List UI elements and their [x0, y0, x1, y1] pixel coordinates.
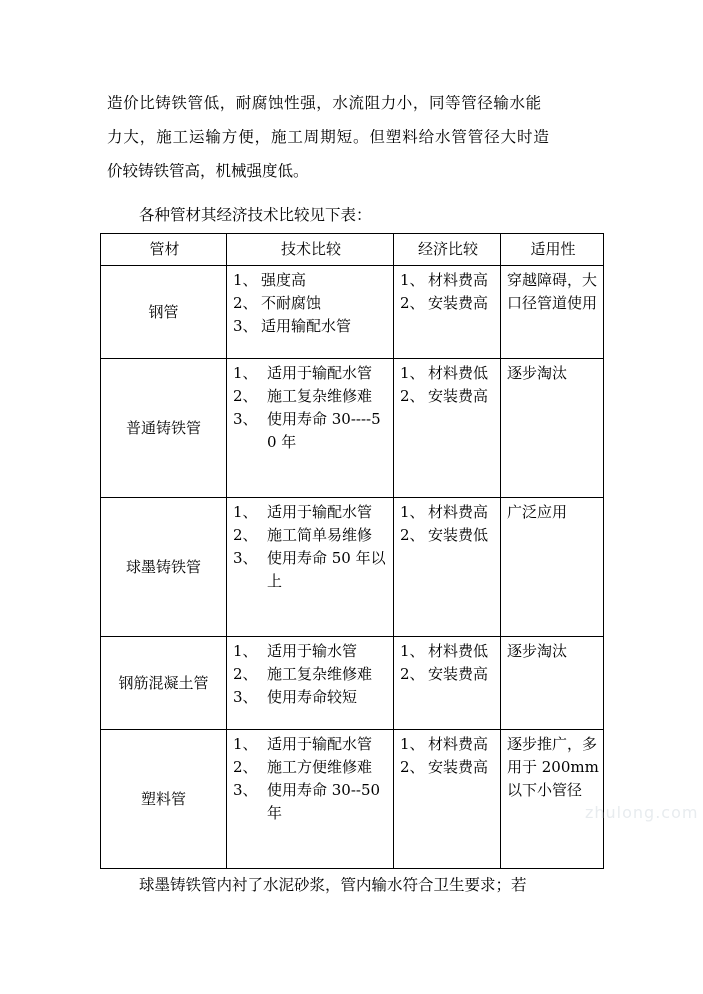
item-text: 安装费高	[428, 294, 489, 312]
item-number: 3、	[233, 688, 258, 706]
item-text: 适用于输水管	[267, 642, 358, 660]
item-text: 施工方便维修难	[267, 758, 373, 776]
usage-cell	[501, 498, 604, 637]
item-text: 安装费高	[428, 758, 489, 776]
usage-text: 广泛应用	[507, 503, 568, 521]
closing-line: 球墨铸铁管内衬了水泥砂浆，管内输水符合卫生要求；若	[139, 876, 527, 894]
item-text: 适用于输配水管	[267, 364, 373, 382]
econ-item	[400, 501, 496, 524]
item-number: 1、	[233, 271, 258, 289]
item-text: 施工复杂维修难	[267, 387, 373, 405]
header-econ: 经济比较	[394, 234, 501, 266]
econ-item	[400, 524, 496, 547]
econ-cell	[394, 266, 501, 359]
material-cell: 钢管	[101, 266, 227, 359]
material-cell: 钢筋混凝土管	[101, 637, 227, 730]
item-text: 使用寿命 30----50 年	[267, 410, 381, 451]
item-number: 1、	[400, 271, 425, 289]
tech-item	[233, 292, 389, 315]
tech-item	[233, 779, 389, 825]
usage-cell	[501, 637, 604, 730]
item-text: 材料费低	[428, 642, 489, 660]
tech-item	[233, 501, 389, 524]
tech-cell	[227, 498, 394, 637]
table-caption-paragraph	[107, 198, 607, 232]
tech-item	[233, 524, 389, 547]
item-text: 不耐腐蚀	[261, 294, 322, 312]
item-text: 材料费低	[428, 364, 489, 382]
item-text: 适用于输配水管	[267, 503, 373, 521]
item-text: 施工复杂维修难	[267, 665, 373, 683]
item-number: 3、	[233, 781, 258, 799]
item-text: 安装费低	[428, 526, 489, 544]
intro-line: 价较铸铁管高，机械强度低。	[107, 162, 309, 180]
econ-cell	[394, 637, 501, 730]
item-number: 1、	[233, 503, 258, 521]
intro-line: 力大，施工运输方便，施工周期短。但塑料给水管管径大时造	[107, 128, 550, 146]
tech-cell	[227, 266, 394, 359]
header-tech: 技术比较	[227, 234, 394, 266]
item-text: 材料费高	[428, 271, 489, 289]
intro-paragraph	[107, 86, 607, 188]
econ-cell	[394, 359, 501, 498]
table-row	[101, 730, 604, 869]
tech-item	[233, 640, 389, 663]
tech-item	[233, 315, 389, 338]
tech-item	[233, 756, 389, 779]
item-number: 2、	[233, 665, 258, 683]
item-text: 使用寿命 30--50 年	[267, 781, 381, 822]
item-text: 适用于输配水管	[267, 735, 373, 753]
usage-cell	[501, 730, 604, 869]
item-text: 材料费高	[428, 735, 489, 753]
item-number: 2、	[233, 387, 258, 405]
tech-cell	[227, 359, 394, 498]
tech-cell	[227, 637, 394, 730]
econ-item	[400, 733, 496, 756]
item-number: 3、	[233, 549, 258, 567]
table-caption: 各种管材其经济技术比较见下表：	[139, 206, 372, 224]
econ-item	[400, 292, 496, 315]
table-row	[101, 266, 604, 359]
item-number: 1、	[400, 735, 425, 753]
tech-item	[233, 269, 389, 292]
item-number: 1、	[233, 364, 258, 382]
item-number: 1、	[400, 642, 425, 660]
item-number: 2、	[400, 758, 425, 776]
material-cell: 塑料管	[101, 730, 227, 869]
material-cell: 普通铸铁管	[101, 359, 227, 498]
tech-item	[233, 547, 389, 593]
usage-text: 逐步推广，多用于 200mm 以下小管径	[507, 735, 599, 799]
item-text: 使用寿命 50 年以上	[267, 549, 386, 590]
item-number: 2、	[400, 387, 425, 405]
pipe-comparison-table	[100, 233, 604, 869]
item-number: 1、	[400, 364, 425, 382]
econ-item	[400, 663, 496, 686]
item-number: 3、	[233, 317, 258, 335]
watermark: zhulong.com	[585, 803, 699, 822]
econ-cell	[394, 498, 501, 637]
table-row	[101, 498, 604, 637]
item-number: 2、	[400, 665, 425, 683]
usage-text: 穿越障碍，大口径管道使用	[507, 271, 598, 312]
econ-item	[400, 362, 496, 385]
tech-item	[233, 663, 389, 686]
table-header-row	[101, 234, 604, 266]
item-number: 1、	[233, 642, 258, 660]
tech-item	[233, 385, 389, 408]
closing-paragraph	[107, 868, 607, 902]
usage-cell	[501, 266, 604, 359]
item-number: 2、	[233, 294, 258, 312]
econ-item	[400, 269, 496, 292]
item-number: 2、	[400, 294, 425, 312]
econ-cell	[394, 730, 501, 869]
item-text: 安装费高	[428, 665, 489, 683]
econ-item	[400, 640, 496, 663]
item-number: 1、	[233, 735, 258, 753]
econ-item	[400, 385, 496, 408]
item-number: 2、	[233, 758, 258, 776]
intro-line: 造价比铸铁管低，耐腐蚀性强，水流阻力小，同等管径输水能	[107, 94, 542, 112]
item-text: 材料费高	[428, 503, 489, 521]
item-text: 强度高	[261, 271, 307, 289]
item-text: 使用寿命较短	[267, 688, 358, 706]
header-material: 管材	[101, 234, 227, 266]
tech-item	[233, 362, 389, 385]
usage-text: 逐步淘汰	[507, 642, 568, 660]
item-number: 2、	[233, 526, 258, 544]
tech-item	[233, 686, 389, 709]
usage-cell	[501, 359, 604, 498]
header-usage: 适用性	[501, 234, 604, 266]
tech-cell	[227, 730, 394, 869]
tech-item	[233, 408, 389, 454]
material-cell: 球墨铸铁管	[101, 498, 227, 637]
econ-item	[400, 756, 496, 779]
item-number: 2、	[400, 526, 425, 544]
table-row	[101, 637, 604, 730]
item-number: 3、	[233, 410, 258, 428]
item-text: 安装费高	[428, 387, 489, 405]
item-text: 适用输配水管	[261, 317, 352, 335]
tech-item	[233, 733, 389, 756]
item-number: 1、	[400, 503, 425, 521]
usage-text: 逐步淘汰	[507, 364, 568, 382]
table-row	[101, 359, 604, 498]
item-text: 施工简单易维修	[267, 526, 373, 544]
